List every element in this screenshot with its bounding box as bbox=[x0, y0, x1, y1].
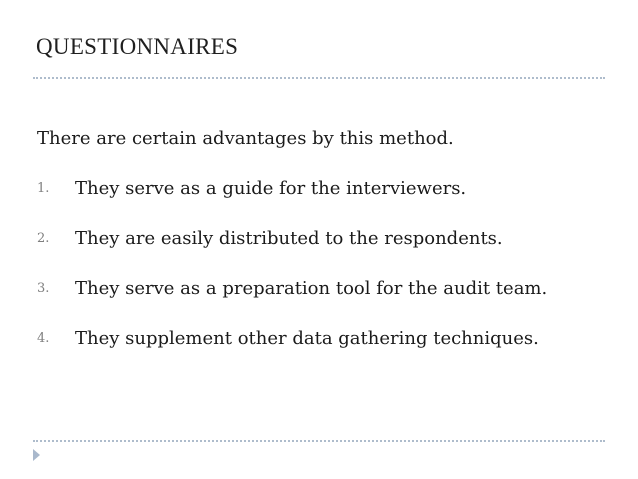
list-number: 3. bbox=[37, 281, 50, 296]
list-item bbox=[37, 328, 627, 350]
footer-divider bbox=[33, 440, 605, 442]
slide-title: QUESTIONNAIRES bbox=[36, 34, 239, 59]
triangle-right-icon bbox=[33, 449, 40, 461]
intro-text: There are certain advantages by this method. bbox=[37, 128, 454, 149]
list-number: 4. bbox=[37, 331, 50, 346]
list-text: They supplement other data gathering techniques. bbox=[75, 328, 539, 349]
list-item bbox=[37, 228, 627, 250]
list-item bbox=[37, 178, 627, 200]
title-divider bbox=[33, 77, 605, 79]
list-text: They are easily distributed to the respondents. bbox=[75, 228, 503, 249]
slide-body bbox=[37, 128, 627, 378]
list-number: 2. bbox=[37, 231, 50, 246]
list-text: They serve as a preparation tool for the audit team. bbox=[75, 278, 548, 299]
list-item bbox=[37, 278, 627, 300]
advantages-list bbox=[37, 178, 627, 350]
list-number: 1. bbox=[37, 181, 50, 196]
list-text: They serve as a guide for the interviewers. bbox=[75, 178, 467, 199]
